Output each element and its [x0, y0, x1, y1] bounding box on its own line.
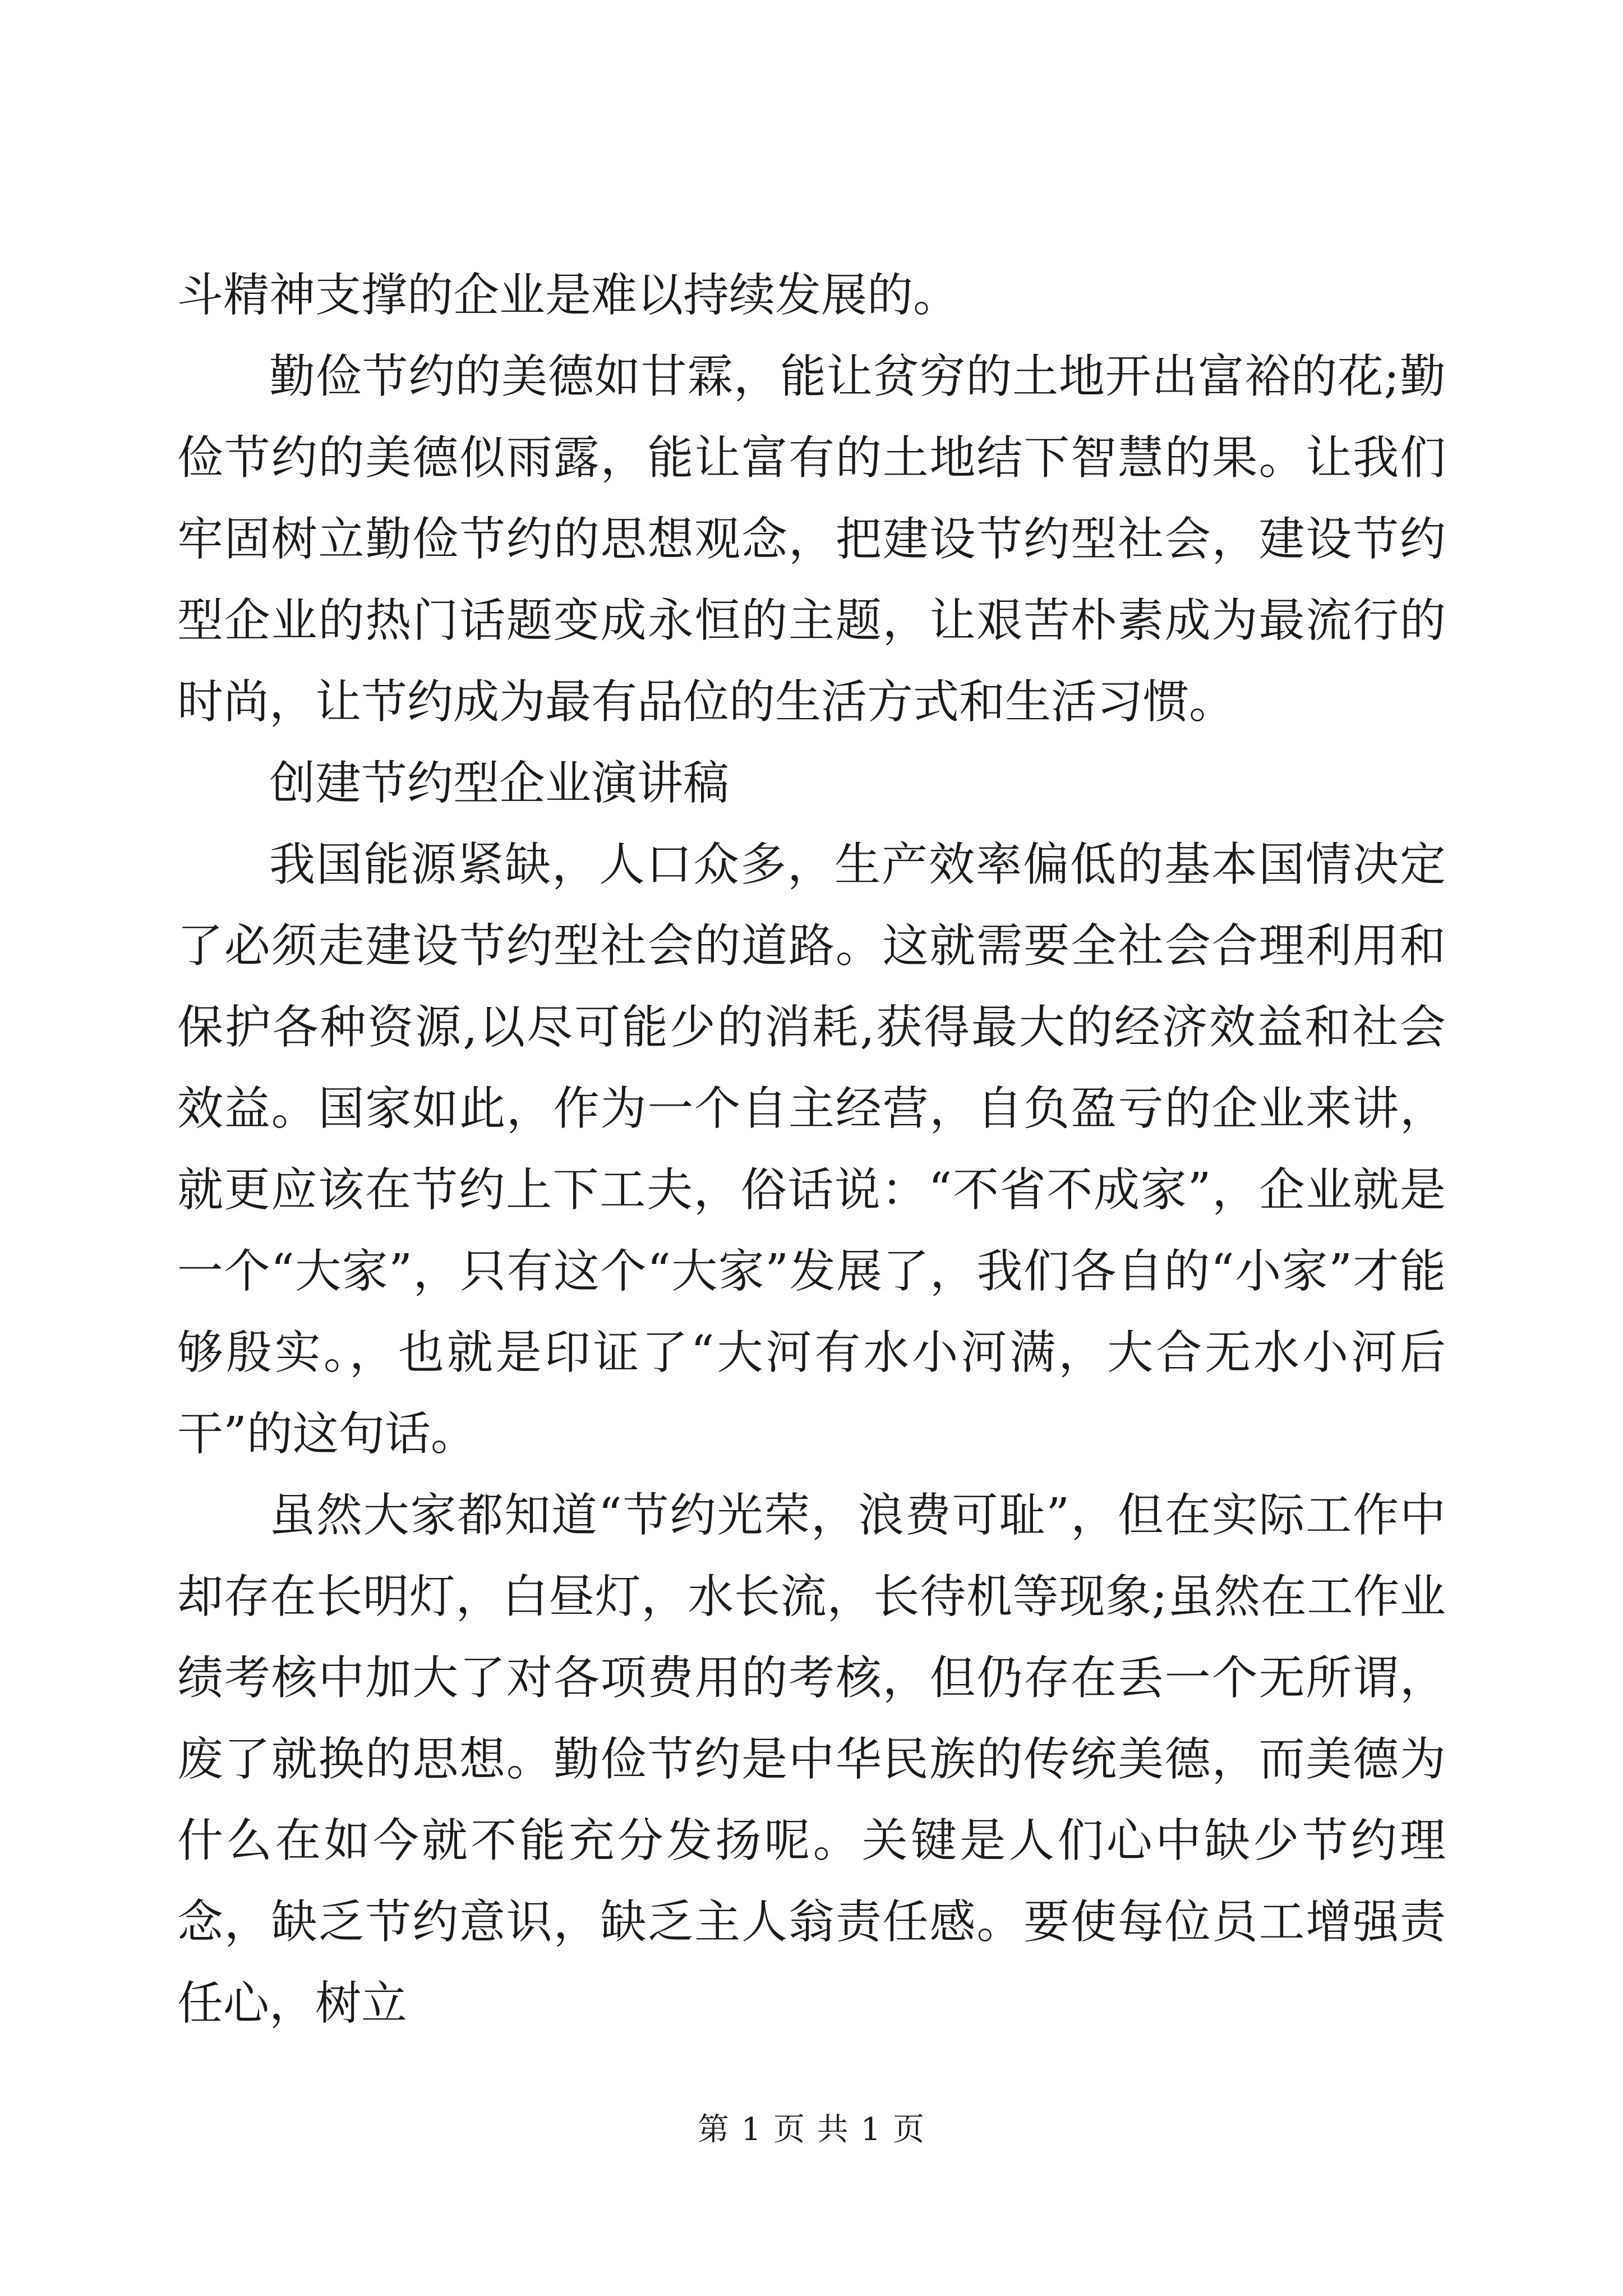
document-body: [177, 255, 1446, 2044]
paragraph-thrift-virtue: 勤俭节约的美德如甘霖，能让贫穷的土地开出富裕的花;勤俭节约的美德似雨露，能让富有的土地结下智慧的果。让我们牢固树立勤俭节约的思想观念，把建设节约型社会，建设节约型企业的热门话题变成永恒的主题，让艰苦朴素成为最流行的时尚，让节约成为最有品位的生活方式和生活习惯。: [177, 350, 1446, 729]
page-footer: 第 1 页 共 1 页: [697, 2111, 926, 2148]
paragraph-waste-problems: 虽然大家都知道“节约光荣，浪费可耻”，但在实际工作中却存在长明灯，白昼灯，水长流，长待机等现象;虽然在工作业绩考核中加大了对各项费用的考核，但仍存在丢一个无所谓，废了就换的思想。勤俭节约是中华民族的传统美德，而美德为什么在如今就不能充分发扬呢。关键是人们心中缺少节约理念，缺乏节约意识，缺乏主人翁责任感。要使每位员工增强责任心，树立: [177, 1489, 1446, 2030]
section-title: 创建节约型企业演讲稿: [269, 757, 730, 810]
paragraph-continuation: 斗精神支撑的企业是难以持续发展的。: [177, 269, 960, 322]
paragraph-national-conditions: 我国能源紧缺，人口众多，生产效率偏低的基本国情决定了必须走建设节约型社会的道路。这就需要全社会合理利用和保护各种资源,以尽可能少的消耗,获得最大的经济效益和社会效益。国家如此，作为一个自主经营，自负盈亏的企业来讲，就更应该在节约上下工夫，俗话说：“不省不成家”，企业就是一个“大家”，只有这个“大家”发展了，我们各自的“小家”才能够殷实。，也就是印证了“大河有水小河满，大合无水小河后干”的这句话。: [177, 838, 1446, 1461]
